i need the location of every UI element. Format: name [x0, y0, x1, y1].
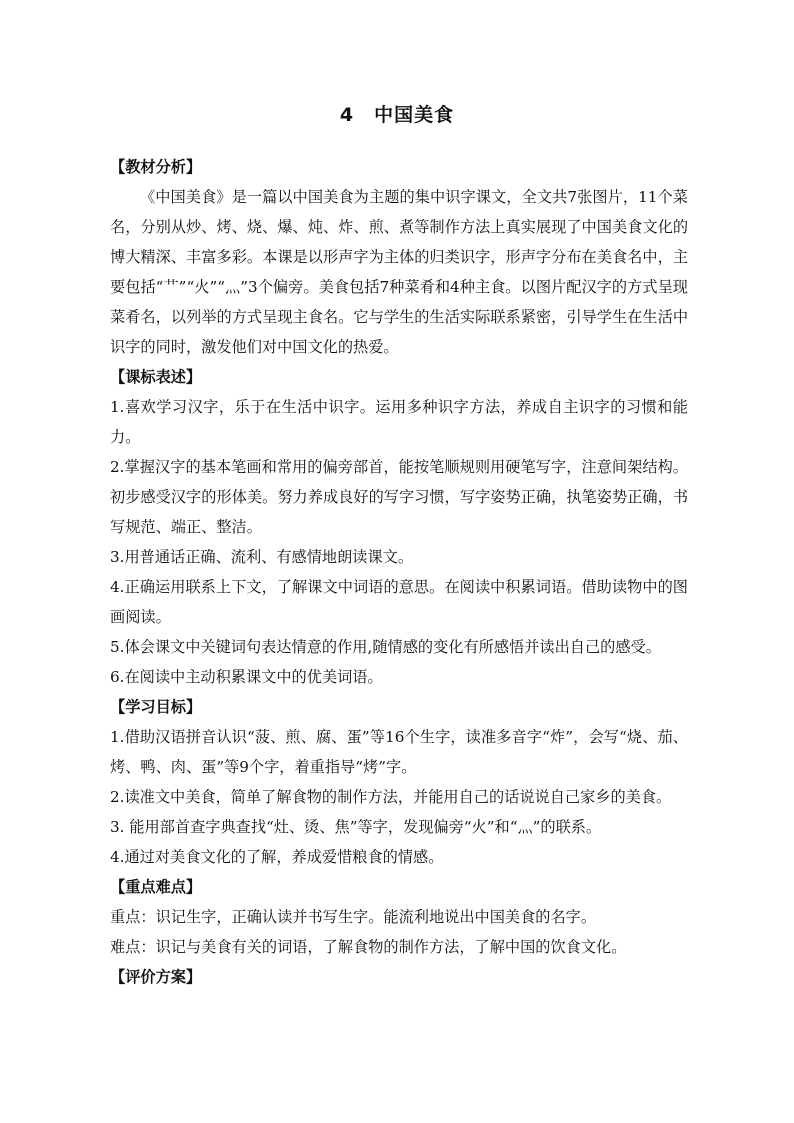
analysis-paragraph: 《中国美食》是一篇以中国美食为主题的集中识字课文，全文共7张图片，11个菜名，分别从炒、烤、烧、爆、炖、炸、煎、煮等制作方法上真实展现了中国美食文化的博大精深、丰富多彩。本课是以形声字为主体的归类识字，形声字分布在美食名中，主要包括“艹”“火”“灬”3个偏旁。美食包括7种菜肴和4种主食。以图片配汉字的方式呈现菜肴名，以列举的方式呈现主食名。它与学生的生活实际联系紧密，引导学生在生活中识字的同时，激发他们对中国文化的热爱。	[110, 188, 688, 356]
document-body	[110, 152, 688, 992]
standards-item-3: 3.用普通话正确、流利、有感情地朗读课文。	[110, 548, 414, 566]
section-heading-evaluation: 【评价方案】	[110, 968, 202, 986]
section-heading-analysis: 【教材分析】	[110, 158, 202, 176]
goals-item-1: 1.借助汉语拼音认识“菠、煎、腐、蛋”等16个生字，读准多音字“炸”，会写“烧、茄、烤、鸭、肉、蛋”等9个字，着重指导“烤”字。	[110, 728, 688, 776]
section-heading-standards: 【课标表述】	[110, 368, 202, 386]
section-heading-keypoints: 【重点难点】	[110, 878, 202, 896]
standards-item-1: 1.喜欢学习汉字，乐于在生活中识字。运用多种识字方法，养成自主识字的习惯和能力。	[110, 398, 688, 446]
section-heading-goals: 【学习目标】	[110, 698, 202, 716]
standards-item-6: 6.在阅读中主动积累课文中的优美词语。	[110, 668, 383, 686]
standards-item-4: 4.正确运用联系上下文，了解课文中词语的意思。在阅读中积累词语。借助读物中的图画阅读。	[110, 578, 688, 626]
page-title: 4 中国美食	[339, 104, 455, 126]
standards-item-5: 5.体会课文中关键词句表达情意的作用,随情感的变化有所感悟并读出自己的感受。	[110, 638, 661, 656]
keypoints-key: 重点：识记生字，正确认读并书写生字。能流利地说出中国美食的名字。	[110, 908, 596, 926]
standards-item-2: 2.掌握汉字的基本笔画和常用的偏旁部首，能按笔顺规则用硬笔写字，注意间架结构。初步感受汉字的形体美。努力养成良好的写字习惯，写字姿势正确，执笔姿势正确，书写规范、端正、整洁。	[110, 458, 688, 536]
goals-item-4: 4.通过对美食文化的了解，养成爱惜粮食的情感。	[110, 848, 444, 866]
keypoints-difficult: 难点：识记与美食有关的词语，了解食物的制作方法，了解中国的饮食文化。	[110, 938, 627, 956]
goals-item-3: 3. 能用部首查字典查找“灶、烫、焦”等字，发现偏旁“火”和“灬”的联系。	[110, 818, 602, 836]
goals-item-2: 2.读准文中美食，简单了解食物的制作方法，并能用自己的话说说自己家乡的美食。	[110, 788, 672, 806]
